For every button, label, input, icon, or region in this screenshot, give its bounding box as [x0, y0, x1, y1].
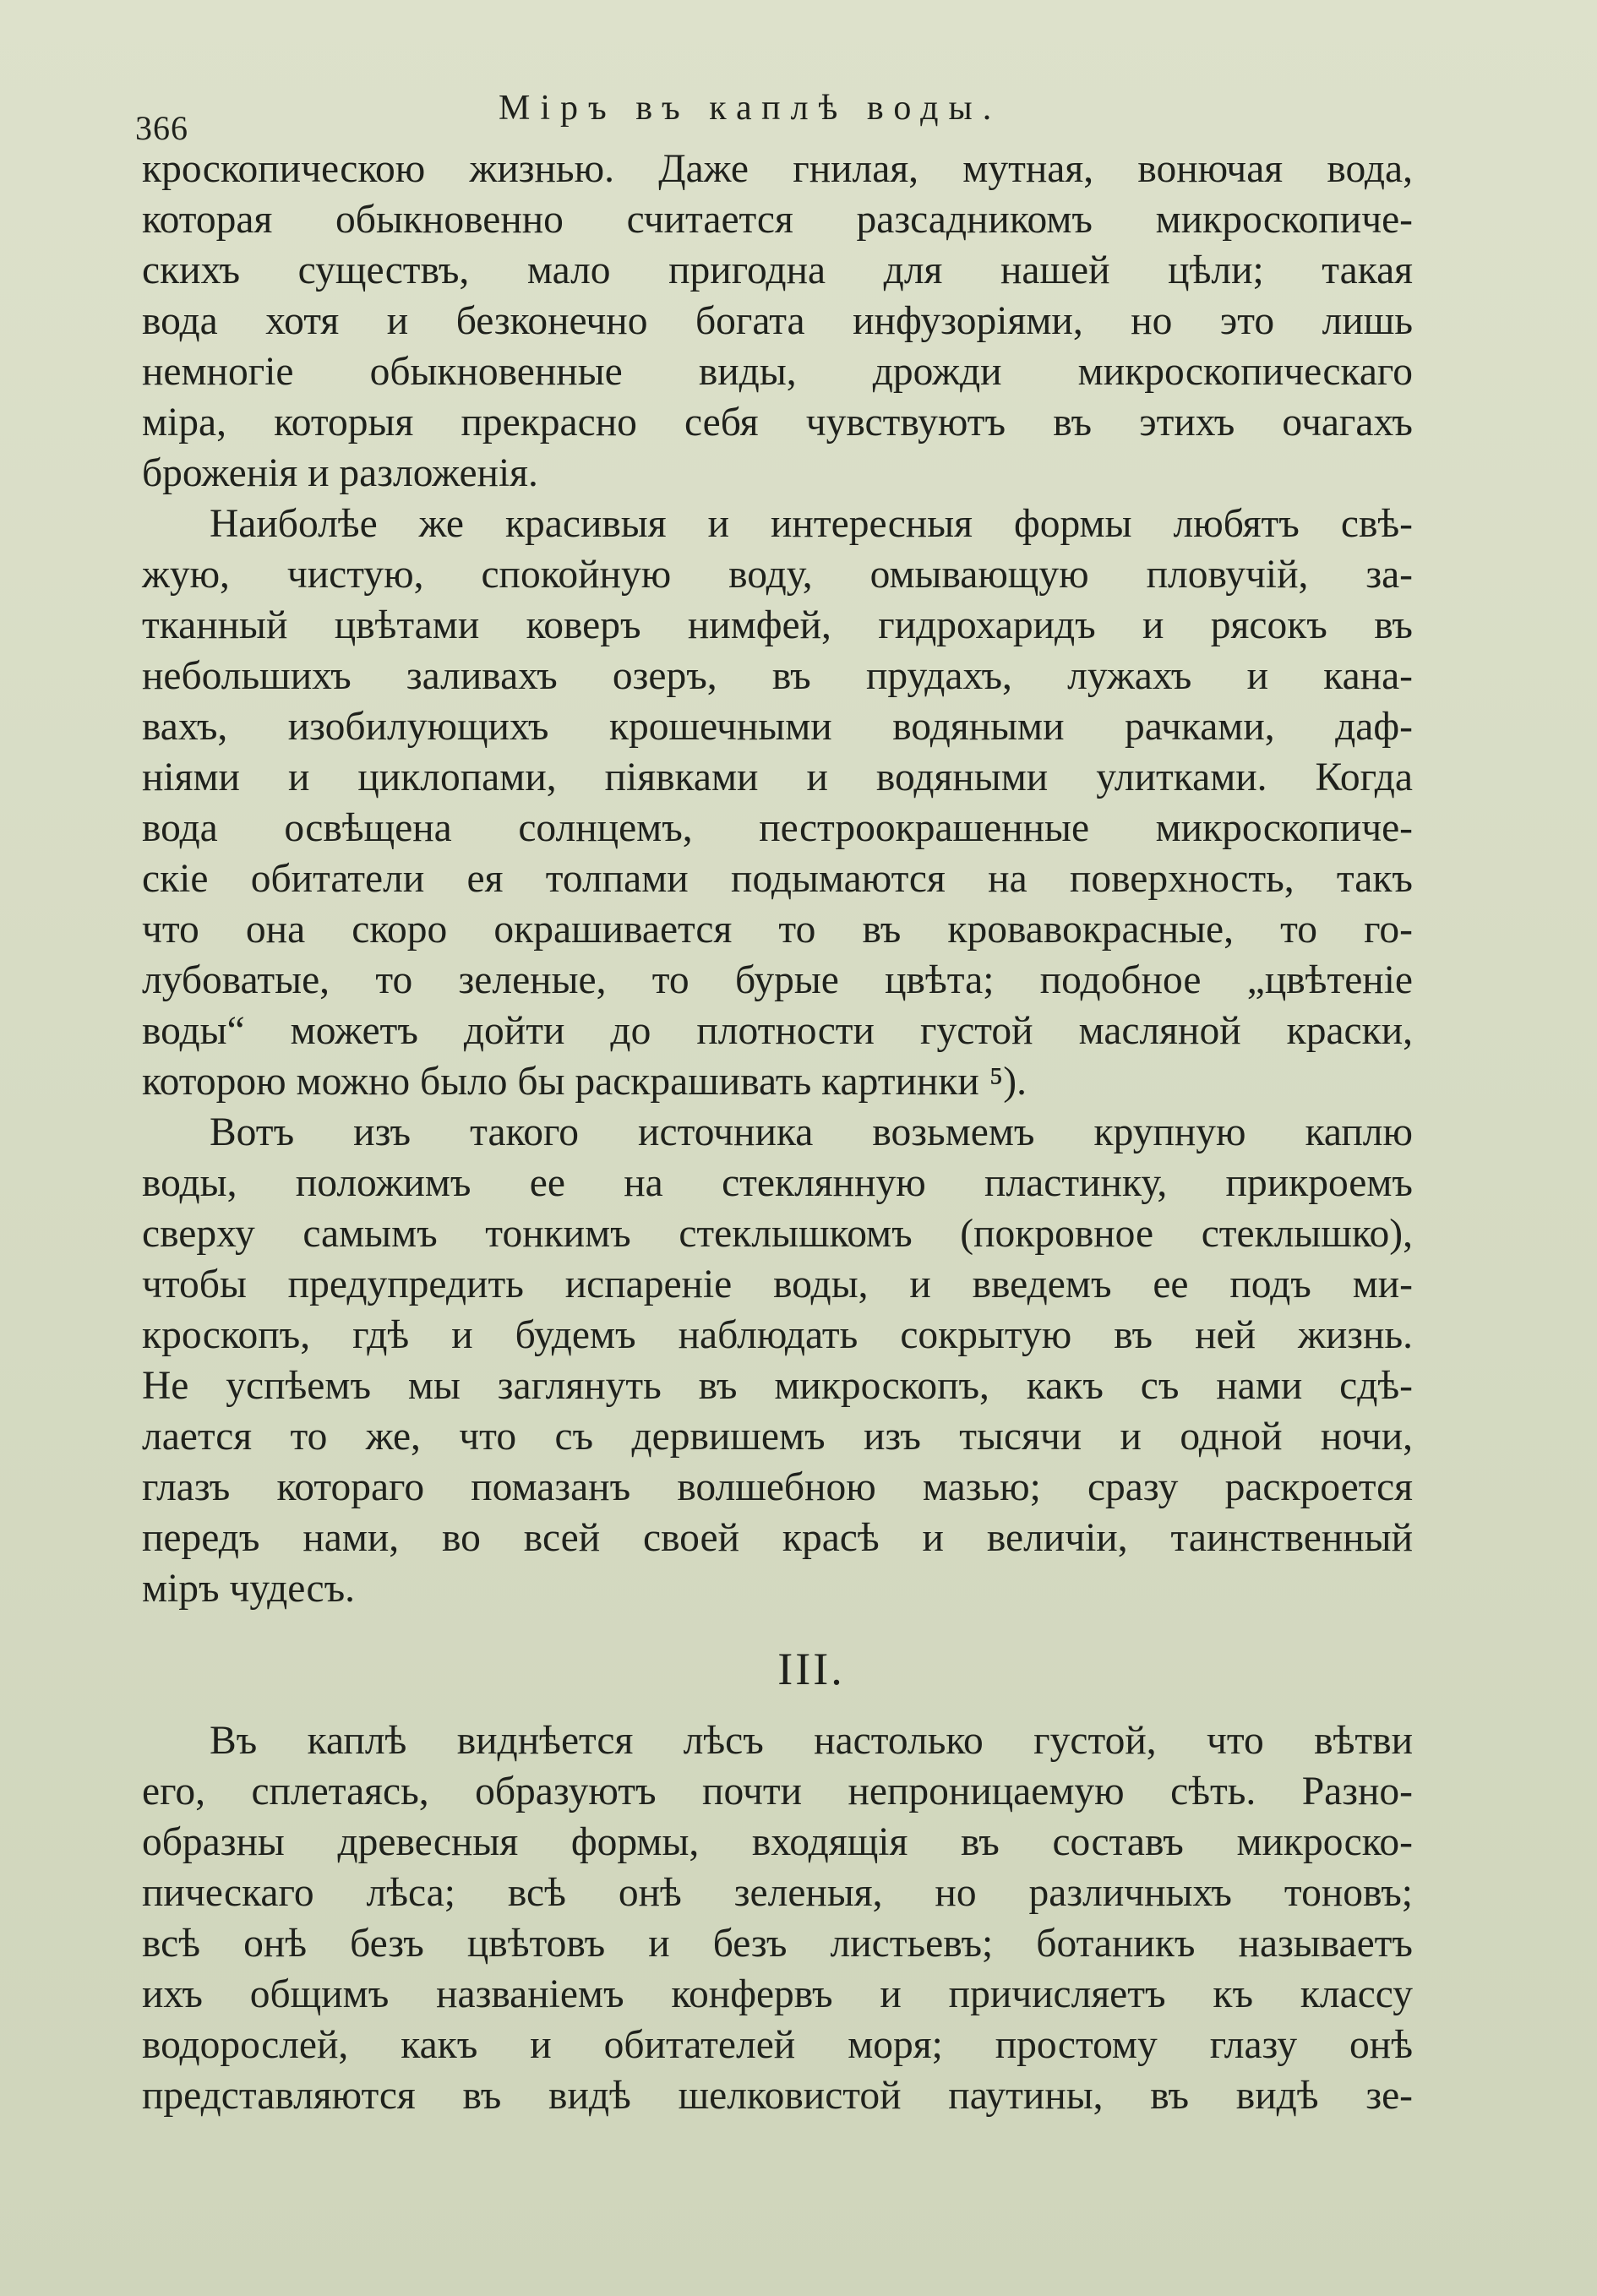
text-line: лубоватые, то зеленые, то бурые цвѣта; подобное „цвѣтеніе: [142, 958, 1413, 1002]
text-line: ніями и циклопами, піявками и водяными улитками. Когда: [142, 755, 1413, 799]
text-line: его, сплетаясь, образуютъ почти непроницаемую сѣть. Разно-: [142, 1770, 1413, 1813]
section-heading: III.: [777, 1644, 845, 1694]
page-number: 366: [135, 109, 188, 147]
text-line: ихъ общимъ названіемъ конфервъ и причисляетъ къ классу: [142, 1972, 1413, 2016]
paragraph: [142, 499, 1413, 1107]
text-line: кроскопическою жизнью. Даже гнилая, мутная, вонючая вода,: [142, 147, 1413, 191]
running-title: Міръ въ каплѣ воды.: [499, 89, 1002, 128]
text-line: которая обыкновенно считается разсадникомъ микроскопиче-: [142, 198, 1413, 242]
text-line: Въ каплѣ виднѣется лѣсъ настолько густой, что вѣтви: [210, 1719, 1413, 1763]
text-line: образны древесныя формы, входящія въ составъ микроско-: [142, 1820, 1413, 1864]
text-line: небольшихъ заливахъ озеръ, въ прудахъ, лужахъ и кана-: [142, 654, 1413, 698]
text-line: лается то же, что съ дервишемъ изъ тысячи и одной ночи,: [142, 1415, 1413, 1459]
text-line: глазъ котораго помазанъ волшебною мазью; сразу раскроется: [142, 1465, 1413, 1509]
text-line: сверху самымъ тонкимъ стеклышкомъ (покровное стеклышко),: [142, 1212, 1413, 1256]
paragraph: [142, 1107, 1413, 1614]
text-line: Не успѣемъ мы заглянуть въ микроскопъ, какъ съ нами сдѣ-: [142, 1364, 1413, 1408]
paragraph: [142, 1715, 1413, 2121]
text-line: передъ нами, во всей своей красѣ и величіи, таинственный: [142, 1516, 1413, 1560]
text-line: жую, чистую, спокойную воду, омывающую пловучій, за-: [142, 553, 1413, 597]
body-text: [142, 144, 1413, 2121]
page-header: [135, 88, 1428, 147]
text-line: которою можно было бы раскрашивать картинки ⁵).: [142, 1060, 1027, 1104]
text-line: кроскопъ, гдѣ и будемъ наблюдать сокрытую въ ней жизнь.: [142, 1313, 1413, 1357]
text-line: вода хотя и безконечно богата инфузоріями, но это лишь: [142, 299, 1413, 343]
text-line: чтобы предупредить испареніе воды, и введемъ ее подъ ми-: [142, 1263, 1413, 1306]
text-line: вода освѣщена солнцемъ, пестроокрашенные микроскопиче-: [142, 806, 1413, 850]
text-line: пическаго лѣса; всѣ онѣ зеленыя, но различныхъ тоновъ;: [142, 1871, 1413, 1915]
text-line: міръ чудесъ.: [142, 1567, 356, 1611]
text-line: водорослей, какъ и обитателей моря; простому глазу онѣ: [142, 2023, 1413, 2067]
text-line: представляются въ видѣ шелковистой паутины, въ видѣ зе-: [142, 2074, 1413, 2118]
text-line: воды“ можетъ дойти до плотности густой масляной краски,: [142, 1009, 1413, 1053]
text-line: всѣ онѣ безъ цвѣтовъ и безъ листьевъ; ботаникъ называетъ: [142, 1922, 1413, 1966]
text-line: воды, положимъ ее на стеклянную пластинку, прикроемъ: [142, 1161, 1413, 1205]
text-line: вахъ, изобилующихъ крошечными водяными рачками, даф-: [142, 705, 1413, 749]
text-line: тканный цвѣтами коверъ нимфей, гидрохаридъ и рясокъ въ: [142, 603, 1413, 647]
text-line: что она скоро окрашивается то въ кровавокрасные, то го-: [142, 908, 1413, 952]
text-line: Наиболѣе же красивыя и интересныя формы любятъ свѣ-: [210, 502, 1413, 546]
paragraph: [142, 144, 1413, 499]
text-line: броженія и разложенія.: [142, 451, 538, 495]
text-line: міра, которыя прекрасно себя чувствуютъ въ этихъ очагахъ: [142, 401, 1413, 444]
text-line: скихъ существъ, мало пригодна для нашей цѣли; такая: [142, 248, 1413, 292]
text-line: скіе обитатели ея толпами подымаются на поверхность, такъ: [142, 857, 1413, 901]
text-line: Вотъ изъ такого источника возьмемъ крупную каплю: [210, 1110, 1413, 1154]
text-line: немногіе обыкновенные виды, дрожди микроскопическаго: [142, 350, 1413, 394]
